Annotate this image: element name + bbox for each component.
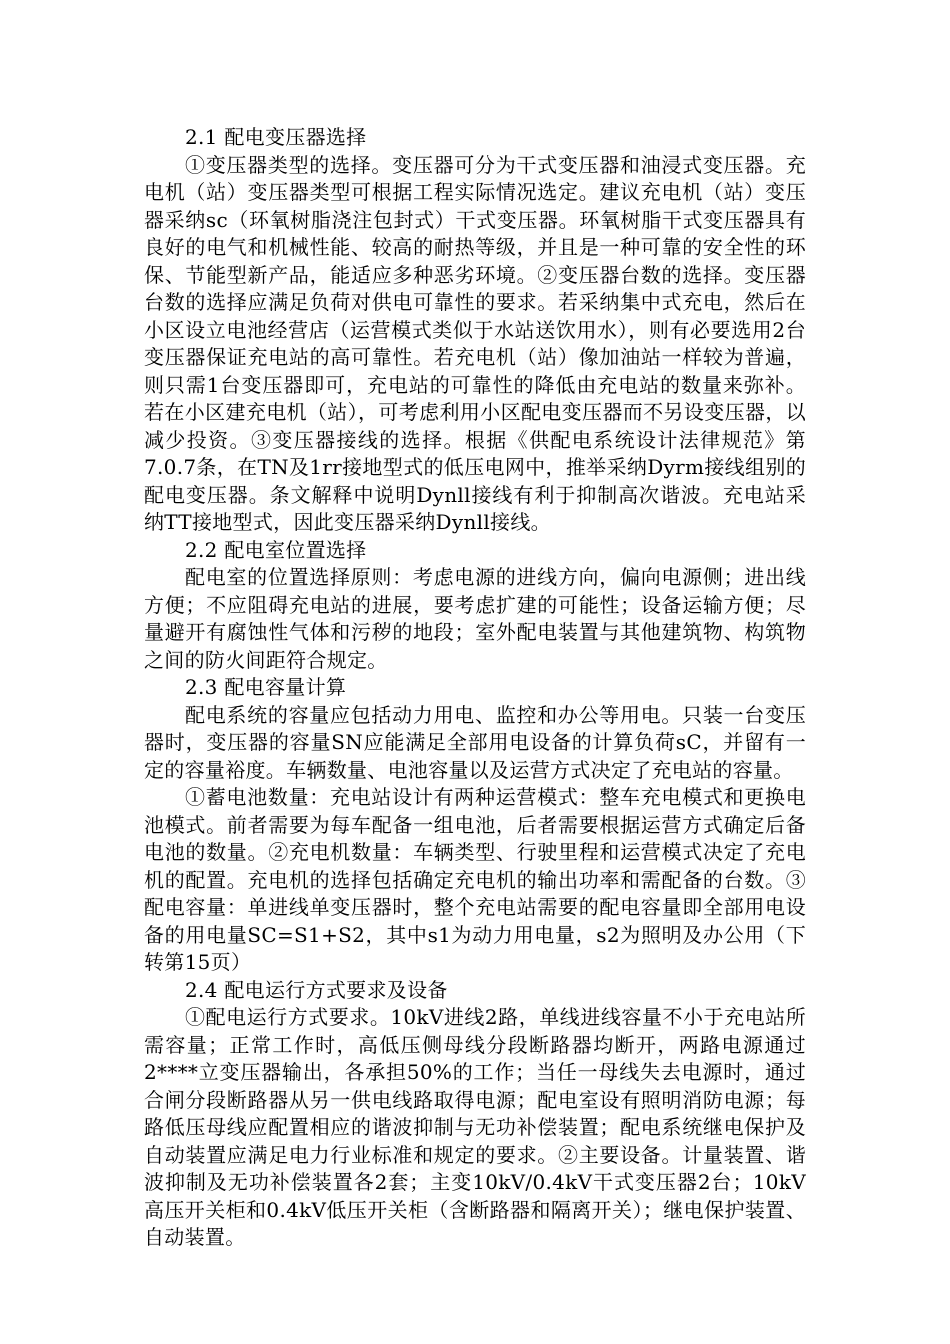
paragraph-capacity-detail: ①蓄电池数量：充电站设计有两种运营模式：整车充电模式和更换电池模式。前者需要为每车配备一组电池，后者需要根据运营方式确定后备电池的数量。②充电机数量：车辆类型、行驶里程和运营模式决定了充电机的配置。充电机的选择包括确定充电机的输出功率和需配备的台数。③配电容量：单进线单变压器时，整个充电站需要的配电容量即全部用电设备的用电量SC=S1+S2，其中s1为动力用电量，s2为照明及办公用（下转第15页） (144, 785, 806, 974)
document-page (144, 124, 806, 1252)
section-heading-2-1: 2.1 配电变压器选择 (185, 125, 367, 149)
section-heading-2-4: 2.4 配电运行方式要求及设备 (185, 977, 448, 1002)
paragraph-capacity-intro: 配电系统的容量应包括动力用电、监控和办公等用电。只装一台变压器时，变压器的容量SN应能满足全部用电设备的计算负荷sC，并留有一定的容量裕度。车辆数量、电池容量以及运营方式决定了充电站的容量。 (144, 702, 806, 782)
paragraph-operation-equipment: ①配电运行方式要求。10kV进线2路，单线进线容量不小于充电站所需容量；正常工作时，高低压侧母线分段断路器均断开，两路电源通过2****立变压器输出，各承担50%的工作；当任一母线失去电源时，通过合闸分段断路器从另一供电线路取得电源；配电室设有照明消防电源；每路低压母线应配置相应的谐波抑制与无功补偿装置；配电系统继电保护及自动装置应满足电力行业标准和规定的要求。②主要设备。计量装置、谐波抑制及无功补偿装置各2套；主变10kV/0.4kV干式变压器2台；10kV高压开关柜和0.4kV低压开关柜（含断路器和隔离开关）；继电保护装置、自动装置。 (144, 1005, 806, 1249)
section-heading-2-3: 2.3 配电容量计算 (185, 675, 347, 699)
section-heading-2-2: 2.2 配电室位置选择 (185, 537, 367, 562)
paragraph-room-location: 配电室的位置选择原则：考虑电源的进线方向，偏向电源侧；进出线方便；不应阻碍充电站的进展，要考虑扩建的可能性；设备运输方便；尽量避开有腐蚀性气体和污秽的地段；室外配电装置与其他建筑物、构筑物之间的防火间距符合规定。 (144, 565, 806, 672)
paragraph-transformer-selection: ①变压器类型的选择。变压器可分为干式变压器和油浸式变压器。充电机（站）变压器类型可根据工程实际情况选定。建议充电机（站）变压器采纳sc（环氧树脂浇注包封式）干式变压器。环氧树脂干式变压器具有良好的电气和机械性能、较高的耐热等级，并且是一种可靠的安全性的环保、节能型新产品，能适应多种恶劣环境。②变压器台数的选择。变压器台数的选择应满足负荷对供电可靠性的要求。若采纳集中式充电，然后在小区设立电池经营店（运营模式类似于水站送饮用水），则有必要选用2台变压器保证充电站的高可靠性。若充电机（站）像加油站一样较为普遍，则只需1台变压器即可，充电站的可靠性的降低由充电站的数量来弥补。若在小区建充电机（站），可考虑利用小区配电变压器而不另设变压器，以减少投资。③变压器接线的选择。根据《供配电系统设计法律规范》第7.0.7条，在TN及1rr接地型式的低压电网中，推举采纳Dyrm接线组别的配电变压器。条文解释中说明Dynll接线有利于抑制高次谐波。充电站采纳TT接地型式，因此变压器采纳Dynll接线。 (144, 152, 806, 534)
